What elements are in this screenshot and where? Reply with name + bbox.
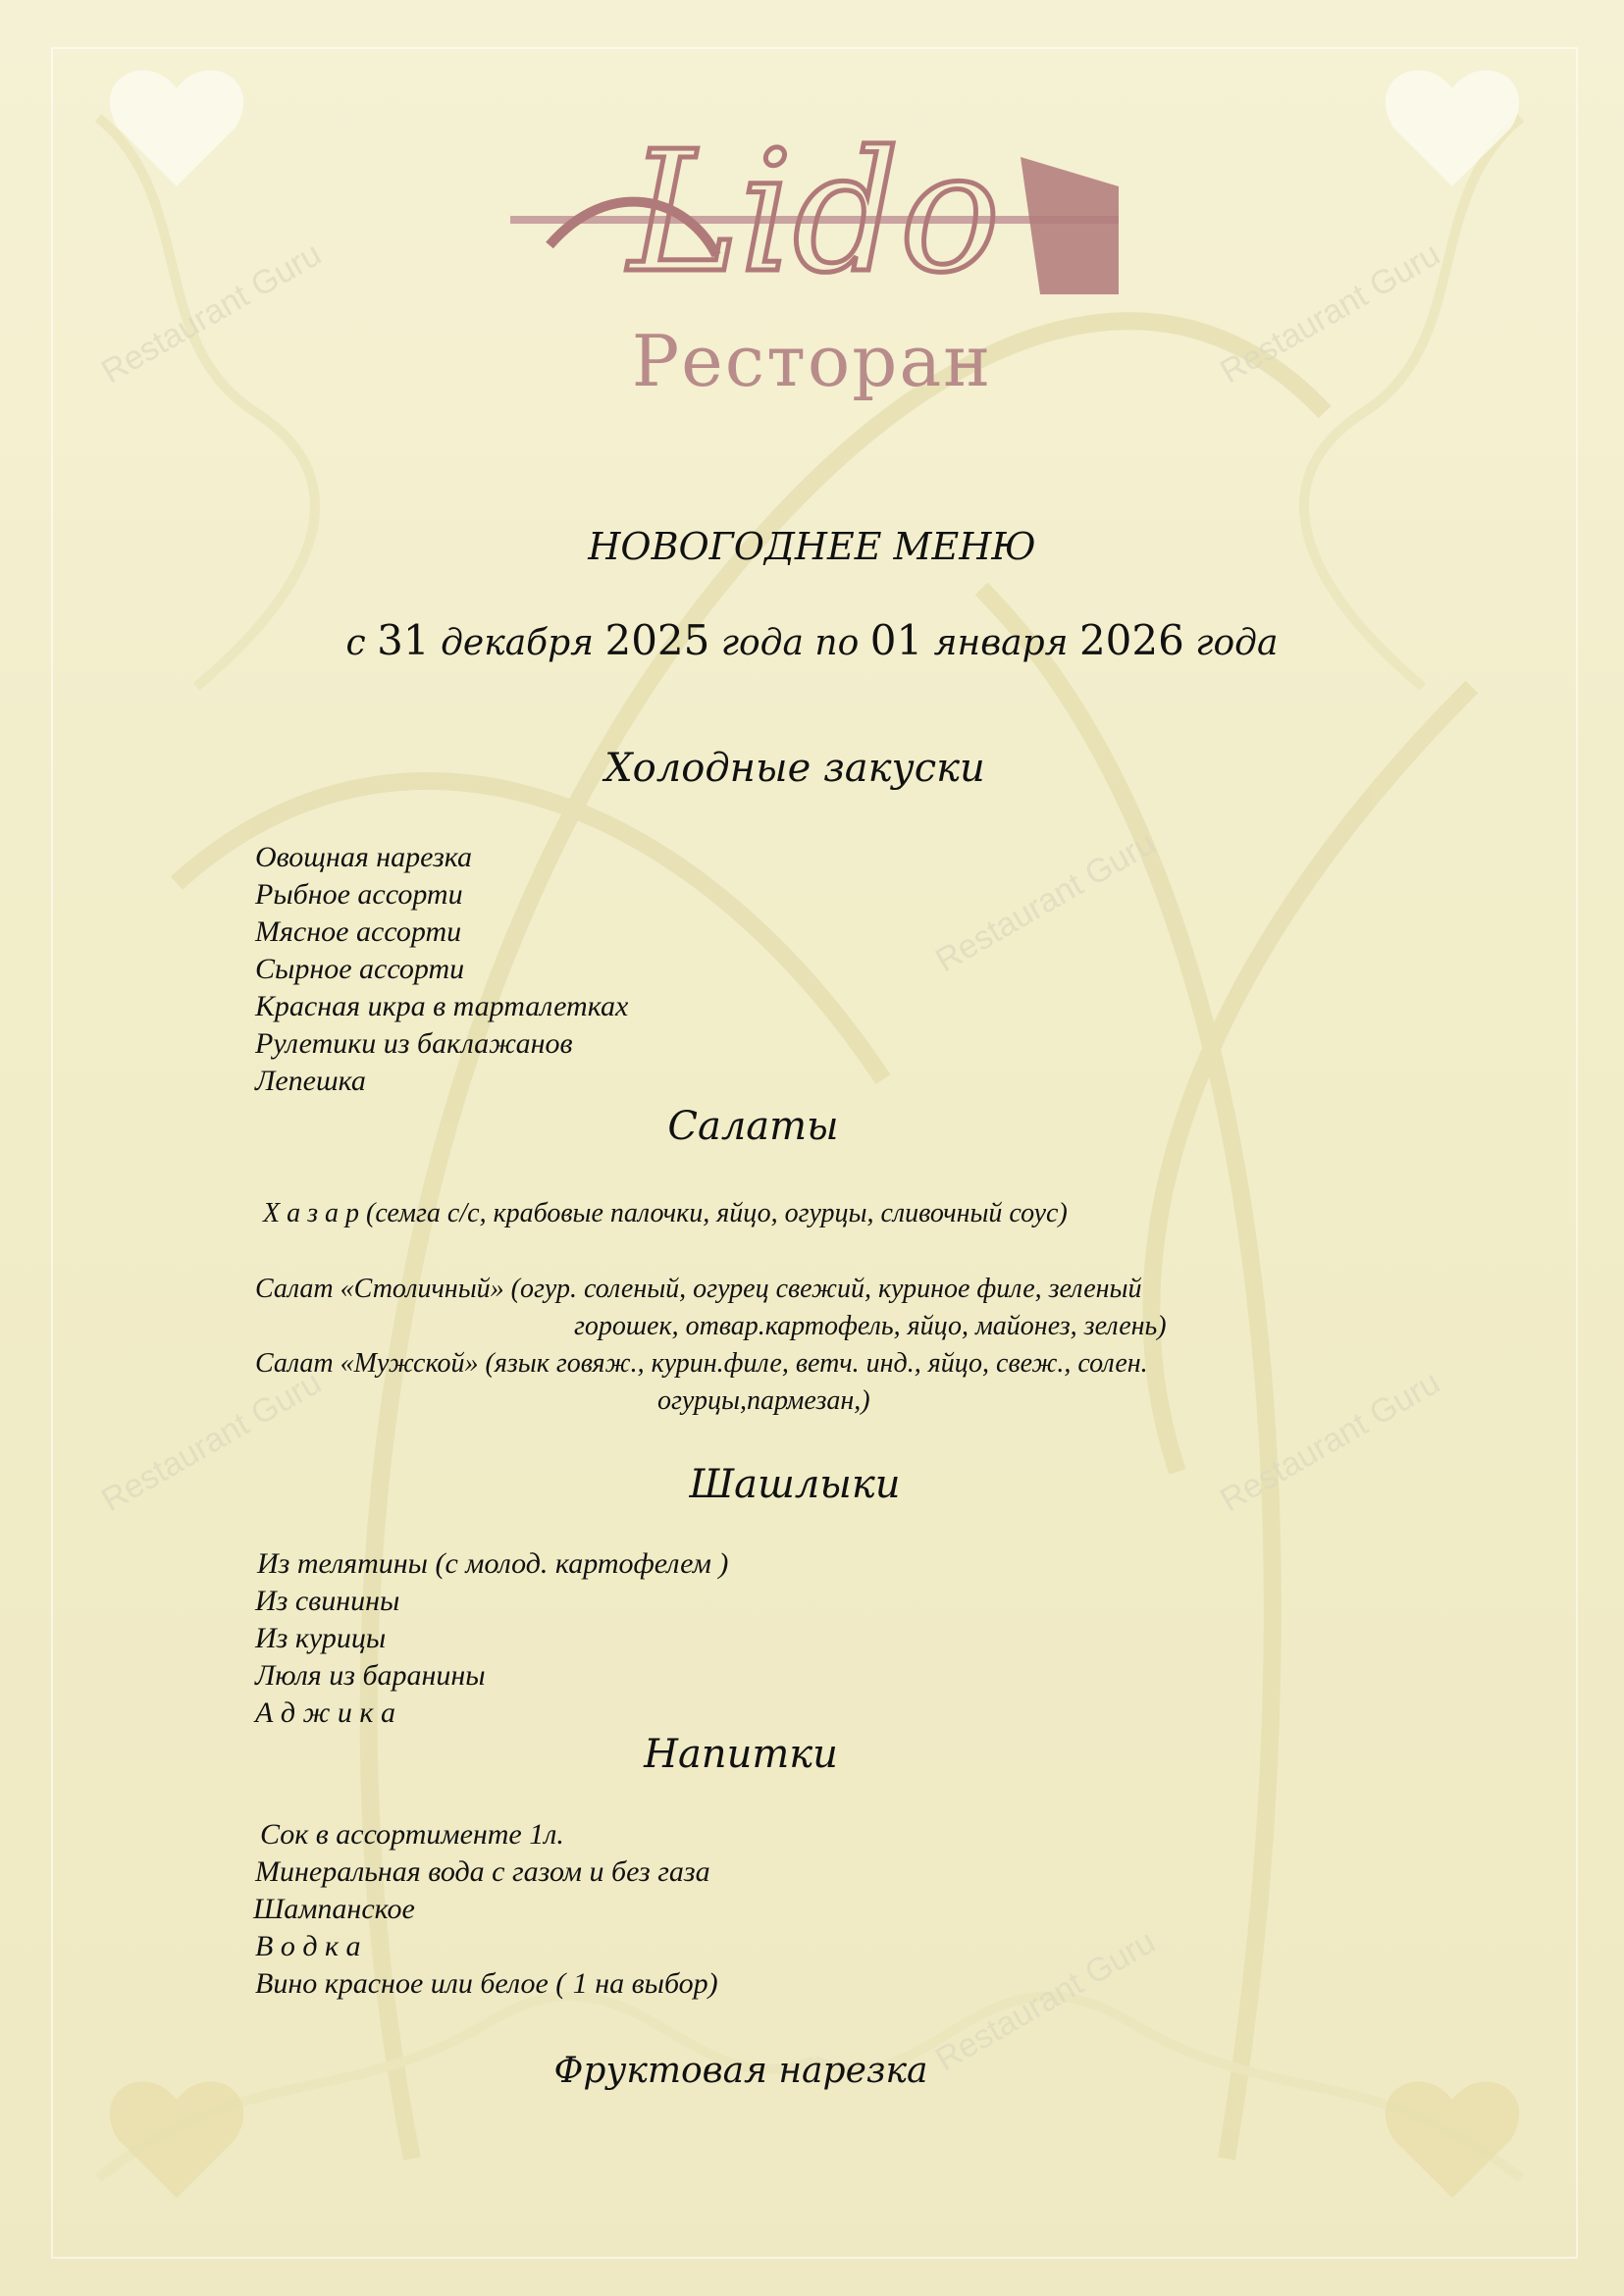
year-word: года (1195, 623, 1279, 663)
section-title-drinks: Напитки (644, 1732, 838, 1777)
section-title-shashlik: Шашлыки (689, 1462, 901, 1507)
menu-item: Сок в ассортименте 1л. (260, 1818, 564, 1851)
start-year: 2025 (604, 616, 710, 664)
menu-item: Салат «Столичный» (огур. соленый, огурец свежий, куриное филе, зеленый (255, 1274, 1142, 1304)
menu-item: Овощная нарезка (255, 841, 473, 873)
menu-item: Сырное ассорти (255, 953, 465, 985)
section-title-salads: Салаты (667, 1104, 839, 1149)
year-word: года (720, 623, 804, 663)
date-by: по (814, 623, 860, 663)
end-day: 01 (869, 616, 923, 664)
watermark: Restaurant Guru (95, 1363, 328, 1520)
menu-item: Из курицы (255, 1622, 387, 1654)
watermark: Restaurant Guru (95, 235, 328, 391)
watermark: Restaurant Guru (1214, 235, 1446, 391)
menu-item-continued: огурцы,пармезан,) (657, 1385, 870, 1416)
menu-item: Рыбное ассорти (255, 878, 463, 911)
menu-item: Мясное ассорти (255, 915, 462, 948)
menu-item: Красная икра в тарталетках (255, 990, 629, 1022)
menu-item: В о д к а (255, 1930, 361, 1962)
end-month: января (933, 623, 1069, 663)
menu-title: НОВОГОДНЕЕ МЕНЮ (588, 525, 1036, 568)
logo-subtitle: Ресторан (631, 320, 993, 402)
watermark: Restaurant Guru (929, 1922, 1162, 2079)
start-month: декабря (441, 623, 595, 663)
date-prefix: с (345, 623, 366, 663)
watermark: Restaurant Guru (1214, 1363, 1446, 1520)
menu-item: Рулетики из баклажанов (255, 1027, 573, 1060)
date-range (0, 616, 1624, 664)
menu-item: Из телятины (с молод. картофелем ) (257, 1547, 729, 1580)
menu-item: Из свинины (255, 1585, 400, 1617)
section-title-cold: Холодные закуски (604, 746, 985, 791)
menu-item: Лепешка (255, 1065, 366, 1097)
menu-item: Минеральная вода с газом и без газа (255, 1855, 710, 1888)
restaurant-logo (491, 59, 1138, 334)
menu-item: А д ж и к а (255, 1696, 395, 1729)
menu-item-continued: горошек, отвар.картофель, яйцо, майонез, зелень) (574, 1311, 1167, 1341)
section-title-fruit: Фруктовая нарезка (553, 2051, 928, 2091)
menu-item: Салат «Мужской» (язык говяж., курин.филе, ветч. инд., яйцо, свеж., солен. (255, 1348, 1148, 1379)
menu-item: Шампанское (253, 1893, 415, 1925)
logo-wordmark: Lido (628, 116, 1001, 310)
menu-item: Х а з а р (семга с/с, крабовые палочки, яйцо, огурцы, сливочный соус) (263, 1198, 1068, 1228)
menu-item: Люля из баранины (255, 1659, 486, 1692)
menu-item: Вино красное или белое ( 1 на выбор) (255, 1967, 718, 2000)
watermark: Restaurant Guru (929, 823, 1162, 980)
end-year: 2026 (1078, 616, 1184, 664)
start-day: 31 (377, 616, 430, 664)
